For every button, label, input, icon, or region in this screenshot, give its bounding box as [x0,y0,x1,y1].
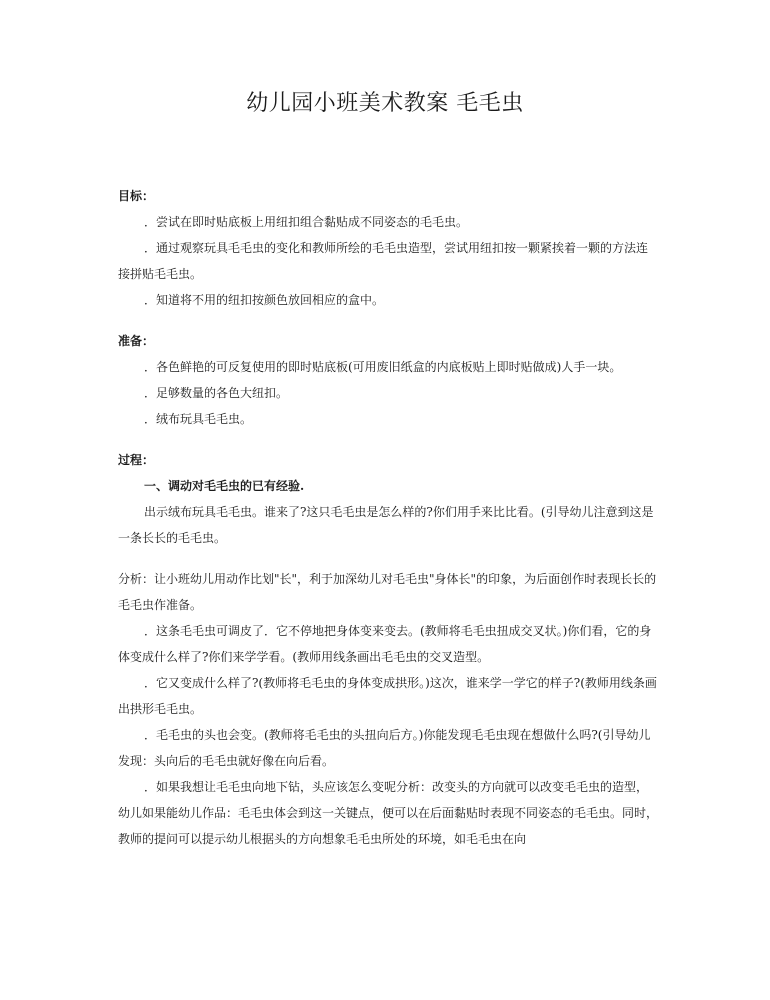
goal-item-1: ．尝试在即时贴底板上用纽扣组合黏贴成不同姿态的毛毛虫。 [144,215,469,229]
process-item-2: ．它又变成什么样了?(教师将毛毛虫的身体变成拱形。)这次，谁来学一学它的样子?(教师用线条画出拱形毛毛虫。 [118,676,657,716]
document-body [118,183,658,852]
goal-item-2: ．通过观察玩具毛毛虫的变化和教师所绘的毛毛虫造型，尝试用纽扣按一颗紧挨着一颗的方法连接拼贴毛毛虫。 [118,241,649,281]
process-item-1: ．这条毛毛虫可调皮了．它不停地把身体变来变去。(教师将毛毛虫扭成交叉状。)你们看，它的身体变成什么样了?你们来学学看。(教师用线条画出毛毛虫的交叉造型。 [118,624,652,664]
prep-item-3: ．绒布玩具毛毛虫。 [144,412,253,426]
process-item-3: ．毛毛虫的头也会变。(教师将毛毛虫的头扭向后方。)你能发现毛毛虫现在想做什么吗?(引导幼儿发现：头向后的毛毛虫就好像在向后看。 [118,728,651,768]
goal-item-3: ．知道将不用的纽扣按颜色放回相应的盒中。 [144,293,385,307]
process-step1-text: 出示绒布玩具毛毛虫。谁来了?这只毛毛虫是怎么样的?你们用手来比比看。(引导幼儿注意到这是一条长长的毛毛虫。 [118,505,654,545]
process-analysis: 分析：让小班幼儿用动作比划"长"，利于加深幼儿对毛毛虫"身体长"的印象，为后面创作时表现长长的毛毛虫作准备。 [118,572,657,612]
prep-item-1: ．各色鲜艳的可反复使用的即时贴底板(可用废旧纸盒的内底板贴上即时贴做成)人手一块。 [144,360,622,374]
page-title: 幼儿园小班美术教案 毛毛虫 [246,91,524,116]
process-item-4: ．如果我想让毛毛虫向地下钻，头应该怎么变呢分析：改变头的方向就可以改变毛毛虫的造型，幼儿如果能幼儿作品：毛毛虫体会到这一关键点，便可以在后面黏贴时表现不同姿态的毛毛虫。同时，教师的提问可以提示幼儿根据头的方向想象毛毛虫所处的环境，如毛毛虫在向 [118,780,659,846]
section-heading-goals: 目标： [118,189,155,203]
prep-item-2: ．足够数量的各色大纽扣。 [144,386,289,400]
process-step1-title: 一、调动对毛毛虫的已有经验. [144,479,305,493]
section-heading-prep: 准备： [118,334,155,348]
section-heading-process: 过程： [118,453,155,467]
